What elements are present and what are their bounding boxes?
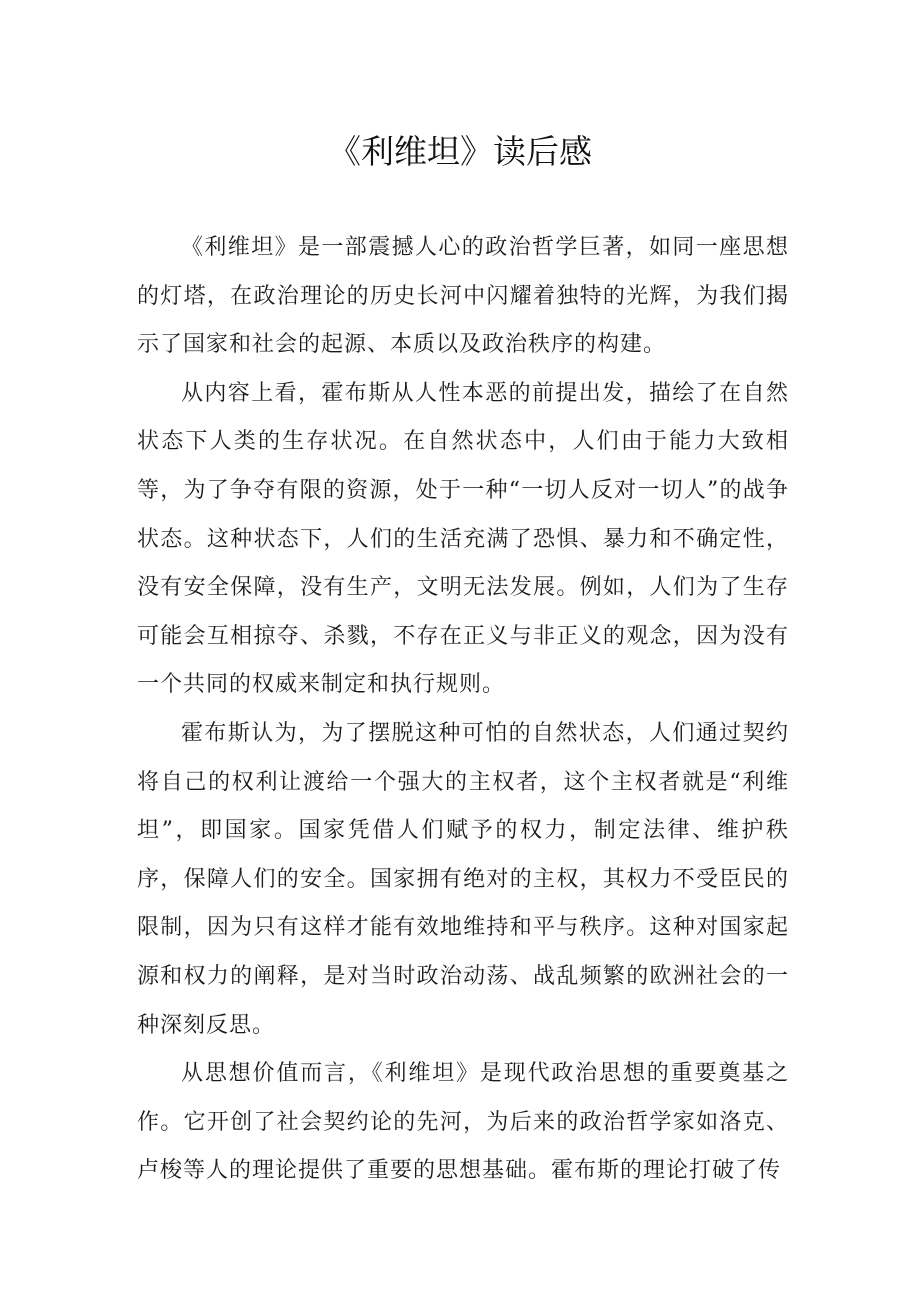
paragraph-value: 从思想价值而言，《利维坦》是现代政治思想的重要奠基之作。它开创了社会契约论的先河，为后来的政治哲学家如洛克、卢梭等人的理论提供了重要的思想基础。霍布斯的理论打破了传 <box>137 1061 789 1184</box>
paragraph-leviathan: 霍布斯认为，为了摆脱这种可怕的自然状态，人们通过契约将自己的权利让渡给一个强大的主权者，这个主权者就是“利维坦”，即国家。国家凭借人们赋予的权力，制定法律、维护秩序，保障人们的安全。国家拥有绝对的主权，其权力不受臣民的限制，因为只有这样才能有效地维持和平与秩序。这种对国家起源和权力的阐释，是对当时政治动荡、战乱频繁的欧洲社会的一种深刻反思。 <box>137 720 789 1038</box>
document-title: 《利维坦》读后感 <box>328 132 592 171</box>
document-body <box>137 224 789 1196</box>
paragraph-intro: 《利维坦》是一部震撼人心的政治哲学巨著，如同一座思想的灯塔，在政治理论的历史长河中闪耀着独特的光辉，为我们揭示了国家和社会的起源、本质以及政治秩序的构建。 <box>137 235 789 358</box>
paragraph-content: 从内容上看，霍布斯从人性本恶的前提出发，描绘了在自然状态下人类的生存状况。在自然状态中，人们由于能力大致相等，为了争夺有限的资源，处于一种“一切人反对一切人”的战争状态。这种状态下，人们的生活充满了恐惧、暴力和不确定性，没有安全保障，没有生产，文明无法发展。例如，人们为了生存可能会互相掠夺、杀戮，不存在正义与非正义的观念，因为没有一个共同的权威来制定和执行规则。 <box>137 380 789 698</box>
